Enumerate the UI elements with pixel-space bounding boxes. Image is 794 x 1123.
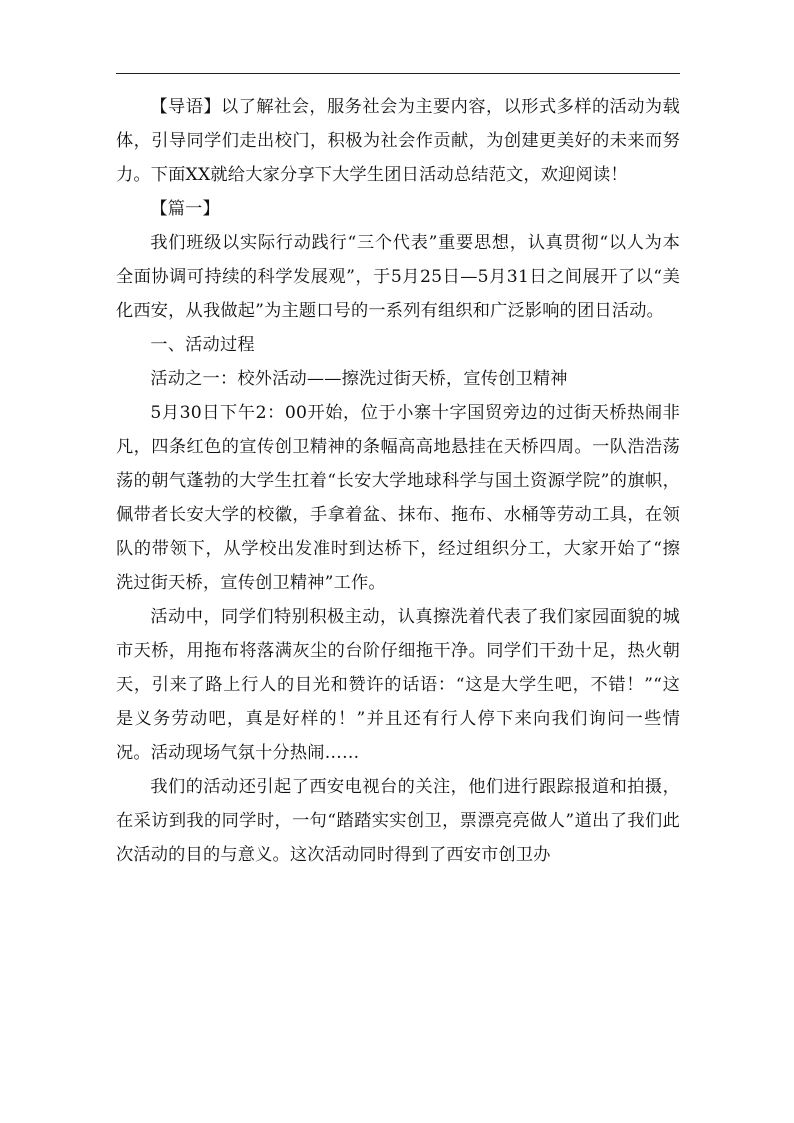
body-paragraph: 活动中，同学们特别积极主动，认真擦洗着代表了我们家园面貌的城市天桥，用拖布将落满灰尘的台阶仔细拖干净。同学们干劲十足，热火朝天，引来了路上行人的目光和赞许的话语：“这是大学生吧，不错！”“这是义务劳动吧，真是好样的！”并且还有行人停下来向我们询问一些情况。活动现场气氛十分热闹…… — [116, 607, 680, 763]
document-body — [116, 90, 680, 872]
section-heading: 【篇一】 — [150, 199, 220, 219]
body-paragraph: 我们班级以实际行动践行“三个代表”重要思想，认真贯彻“以人为本全面协调可持续的科学发展观”，于5月25日—5月31日之间展开了以“美化西安，从我做起”为主题口号的一系列有组织和广泛影响的团日活动。 — [116, 233, 680, 321]
body-paragraph: 我们的活动还引起了西安电视台的关注，他们进行跟踪报道和拍摄，在采访到我的同学时，一句“踏踏实实创卫，票漂亮亮做人”道出了我们此次活动的目的与意义。这次活动同时得到了西安市创卫办 — [116, 777, 680, 865]
intro-paragraph: 【导语】以了解社会，服务社会为主要内容，以形式多样的活动为载体，引导同学们走出校门，积极为社会作贡献，为创建更美好的未来而努力。下面XX就给大家分享下大学生团日活动总结范文，欢迎阅读！ — [116, 97, 680, 185]
header-rule — [116, 73, 680, 74]
body-paragraph: 5月30日下午2：00开始，位于小寨十字国贸旁边的过街天桥热闹非凡，四条红色的宣传创卫精神的条幅高高地悬挂在天桥四周。一队浩浩荡荡的朝气蓬勃的大学生扛着“长安大学地球科学与国土资源学院”的旗帜，佩带者长安大学的校徽，手拿着盆、抹布、拖布、水桶等劳动工具，在领队的带领下，从学校出发准时到达桥下，经过组织分工，大家开始了“擦洗过街天桥，宣传创卫精神”工作。 — [116, 403, 680, 593]
subheading-activity-one: 活动之一：校外活动——擦洗过街天桥，宣传创卫精神 — [150, 369, 568, 389]
subheading-activity-process: 一、活动过程 — [150, 335, 255, 355]
